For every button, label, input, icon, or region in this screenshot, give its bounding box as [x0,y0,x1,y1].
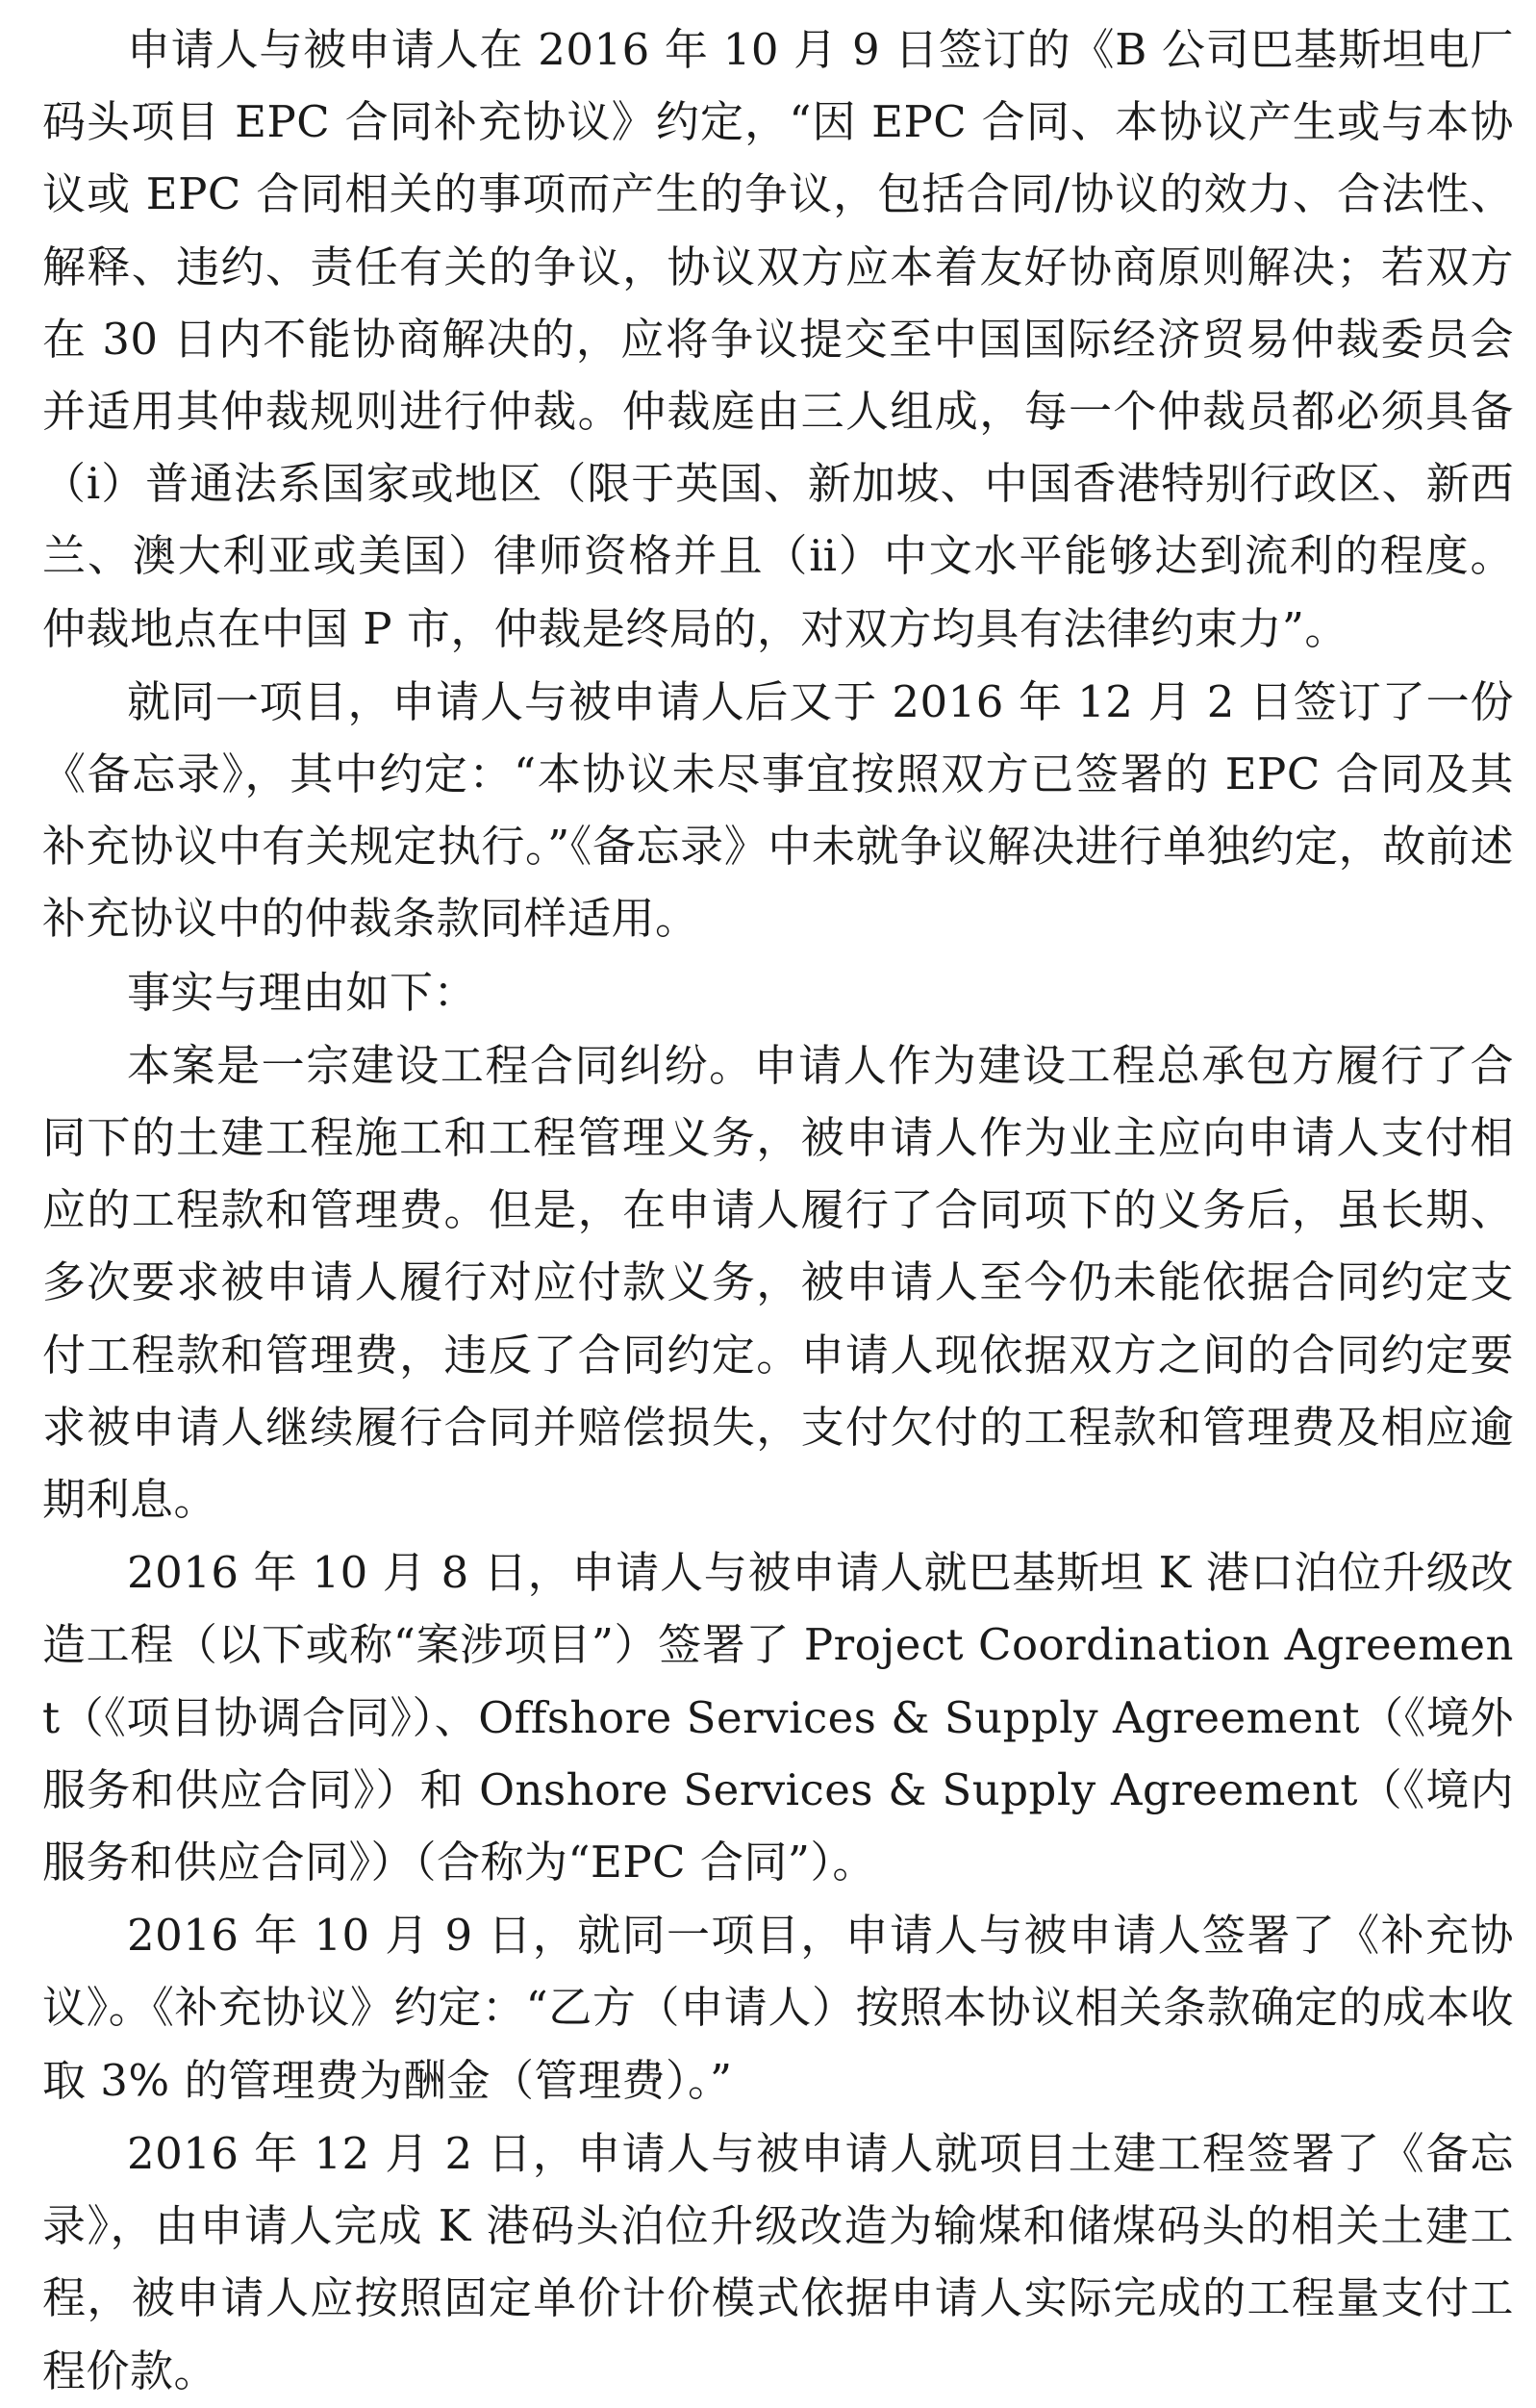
paragraph-civil-works-memorandum: 2016 年 12 月 2 日，申请人与被申请人就项目土建工程签署了《备忘录》，由申请人完成 K 港码头泊位升级改造为输煤和储煤码头的相关土建工程，被申请人应按照固定单价计价模式依据申请人实际完成的工程量支付工程价款。 [42,2127,1514,2396]
paragraph-facts-heading: 事实与理由如下： [127,966,478,1018]
paragraph-epc-contracts: 2016 年 10 月 8 日，申请人与被申请人就巴基斯坦 K 港口泊位升级改造工程（以下或称“案涉项目”）签署了 Project Coordination Agreement（《项目协调合同》）、Offshore Services & Supply Agreement（《境外服务和供应合同》）和 Onshore Services & Supply Agreement（《境内服务和供应合同》）（合称为“EPC 合同”）。 [42,1547,1514,1888]
paragraph-arbitration-clause: 申请人与被申请人在 2016 年 10 月 9 日签订的《B 公司巴基斯坦电厂码头项目 EPC 合同补充协议》约定，“因 EPC 合同、本协议产生或与本协议或 EPC 合同相关的事项而产生的争议，包括合同/协议的效力、合法性、解释、违约、责任有关的争议，协议双方应本着友好协商原则解决；若双方在 30 日内不能协商解决的，应将争议提交至中国国际经济贸易仲裁委员会并适用其仲裁规则进行仲裁。仲裁庭由三人组成，每一个仲裁员都必须具备（ⅰ）普通法系国家或地区（限于英国、新加坡、中国香港特别行政区、新西兰、澳大利亚或美国）律师资格并且（ⅱ）中文水平能够达到流利的程度。仲裁地点在中国 P 市，仲裁是终局的，对双方均具有法律约束力”。 [42,24,1514,654]
document-page [42,0,1514,2396]
paragraph-memorandum: 就同一项目，申请人与被申请人后又于 2016 年 12 月 2 日签订了一份《备忘录》，其中约定：“本协议未尽事宜按照双方已签署的 EPC 合同及其补充协议中有关规定执行。”《备忘录》中未就争议解决进行单独约定，故前述补充协议中的仲裁条款同样适用。 [42,675,1514,945]
paragraph-case-summary: 本案是一宗建设工程合同纠纷。申请人作为建设工程总承包方履行了合同下的土建工程施工和工程管理义务，被申请人作为业主应向申请人支付相应的工程款和管理费。但是，在申请人履行了合同项下的义务后，虽长期、多次要求被申请人履行对应付款义务，被申请人至今仍未能依据合同约定支付工程款和管理费，违反了合同约定。申请人现依据双方之间的合同约定要求被申请人继续履行合同并赔偿损失，支付欠付的工程款和管理费及相应逾期利息。 [42,1039,1514,1526]
document-body [42,13,1514,2408]
paragraph-supplementary-agreement: 2016 年 10 月 9 日，就同一项目，申请人与被申请人签署了《补充协议》。《补充协议》约定：“乙方（申请人）按照本协议相关条款确定的成本收取 3% 的管理费为酬金（管理费）。” [42,1910,1514,2106]
